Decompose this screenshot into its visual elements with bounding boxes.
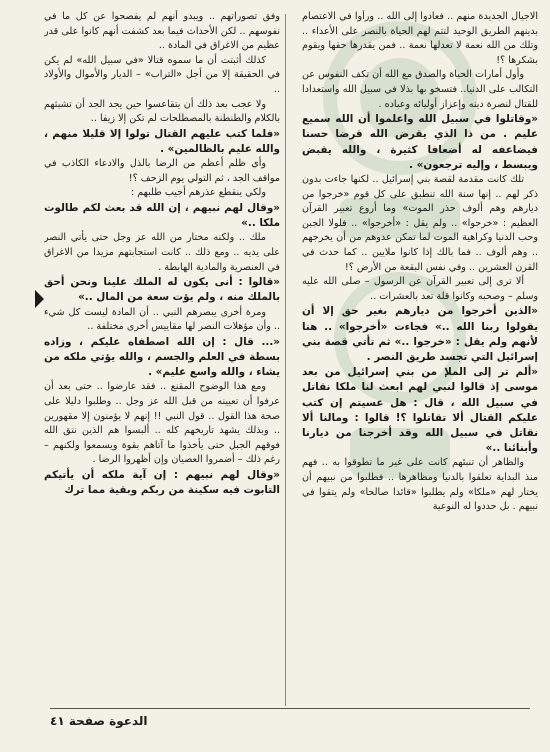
column-divider: [285, 14, 286, 706]
paragraph: الاجيال الجديدة منهم .. فعادوا إلى الله .. ورأوا في الاعتصام بدينهم الطريق الوحيد لتتم لهم الحياة بالنصر على الأعداء .. وتلك من الله نعمة لا تعدلها نعمة .. فمن يقدرها حقها ويقوم بشكرها ؟!: [302, 11, 538, 66]
paragraph: وأي ظلم أعظم من الرضا بالذل والادعاء الكاذب في مواقف الجد ، ثم التولي يوم الزحف ؟!: [44, 158, 280, 184]
article-column-right: [302, 10, 538, 710]
quran-verse: «ألم تر إلى الملإ من بني إسرائيل من بعد موسى إذ قالوا لنبي لهم ابعث لنا ملكا نقاتل في سبيل الله ، قال : هل عسيتم إن كتب عليكم القتال ألا تقاتلوا ؟! قالوا : ومالنا ألا نقاتل في سبيل الله وقد أخرجنا من ديارنا وأبنائنا ..»: [302, 366, 538, 455]
quran-verse: «وقال لهم نبيهم ، إن الله قد بعث لكم طالوت ملكا ..»: [44, 201, 280, 230]
quran-verse: «فلما كتب عليهم القتال تولوا إلا قليلا منهم ، والله عليم بالظالمين» .: [44, 127, 280, 155]
page-footer-label: الدعوة صفحة ٤١: [50, 714, 148, 728]
article-column-left: [44, 10, 280, 710]
paragraph: ألا ترى إلى تعبير القرآن عن الرسول – صلى الله عليه وسلم – وصحبه وكانوا قلة تعد بالعشرات ..: [302, 276, 538, 302]
quran-verse: «... قال : إن الله اصطفاه عليكم ، وزاده بسطة في العلم والجسم ، والله يؤتي ملكه من يشاء ، والله واسع عليم» .: [44, 335, 280, 379]
paragraph: وفق تصوراتهم .. ويبدو أنهم لم يفصحوا عن كل ما في نفوسهم .. لكن الأحداث فيما بعد كشفت أنهم كانوا على قدر عظيم من الاغراق في المادة ..: [44, 11, 280, 52]
quran-verse: «وقاتلوا في سبيل الله واعلموا أن الله سميع عليم . من ذا الذي يقرض الله قرضا حسنا فيضاعفه له أضعافا كثيرة ، والله يقبض ويبسط ، وإليه ترجعون» .: [302, 113, 538, 171]
quran-verse: «قالوا : أنى يكون له الملك علينا ونحن أحق بالملك منه ، ولم يؤت سعة من المال ..»: [44, 276, 280, 304]
paragraph: ولكي ينقطع عذرهم أجيب طلبهم :: [131, 187, 266, 199]
paragraph: كذلك أثبتت أن ما سموه قتالا «في سبيل الله» لم يكن في الحقيقة إلا من أجل «التراب» – الديار والأموال والأولاد ..: [44, 54, 280, 95]
paragraph: والظاهر أن تنبئهم كانت على غير ما تطوقوا به .. فهم منذ البداية تعلقوا بالدنيا ومظاهرها .. فطلبوا من نبيهم أن يختار لهم «ملكا» ولم يطلبوا «قائدا صالحا» ولم يتقوا في نبيهم . بل حددوا له النوعية: [302, 457, 538, 513]
paragraph: ومع هذا الوضوح المقنع .. فقد عارضوا .. حتى بعد أن عرفوا أن تعيينه من قبل الله عز وجل .. وطلبوا دليلا على صحة هذا القول .. قول النبي !! إنهم لا يؤمنون إلا مقهورين .. وبذلك يشهد تاريخهم كله .. ألبسوا هم الذين نتق الله فوقهم الجبل حتى يأخذوا ما آتاهم بقوة ويسمعوا ولكنهم – رغم ذلك – أضمروا العصيان وإن أظهروا الرضا .: [44, 381, 280, 466]
paragraph: ولا عجب بعد ذلك أن يتقاعسوا حين يجد الجد أن تشبثهم بالكلام والطنطنة بالمصطلحات لم تكن إلا زيفا ..: [44, 98, 280, 125]
quran-verse: «وقال لهم نبيهم : إن آية ملكه أن يأتيكم التابوت فيه سكينة من ربكم وبقية مما ترك: [44, 468, 280, 497]
quran-verse: «الذين أخرجوا من ديارهم بغير حق إلا أن يقولوا ربنا الله ..» فجاءت «أخرجوا» .. هنا لأنهم ولم يقل : «خرجوا ..» ثم تأتي قصة بني إسرائيل التي تجسد طريق النصر .: [302, 305, 538, 363]
paragraph: تلك كانت مقدمة لقصة بني إسرائيل .. لكنها جاءت بدون ذكر لهم .. إنها سنة الله تنطبق على كل قوم «خرجوا من ديارهم وهم ألوف حذر الموت» وما أروع تعبير القرآن العظيم : «خرجوا» .. ولم يقل : «أخرجوا» .. فلولا الجبن وحب الدنيا وكراهية الموت لما تمكن عدوهم من أن يخرجهم .. وهم ألوف .. فما بالك إذا كانوا ملايين .. كما حدث في القرن العشرين .. وفي نفس البقعة من الأرض ؟!: [302, 173, 538, 273]
paragraph: ملك .. ولكنه مختار من الله عز وجل حتى يأتي النصر على يديه .. ومع ذلك .. كانت استجابتهم مزيدا من الاغراق في العنصرية والمادية الهابطة .: [44, 232, 280, 273]
paragraph: وأول أمارات الحياة والصدق مع الله أن تكف النفوس عن التكالب على الدنيا.. فتسخو بها بذلا في سبيل الله واستعدادا للقتال لنصرة دينه وإعزاز أوليائه وعباده .: [302, 69, 538, 110]
footer-divider: [50, 708, 530, 709]
continuation-arrow-icon: [35, 290, 44, 308]
paragraph: ومرة أخرى يبصرهم النبي .. أن المادة ليست كل شيء .. وأن مؤهلات النصر لها مقاييس أخرى مختلفة ..: [44, 306, 280, 333]
